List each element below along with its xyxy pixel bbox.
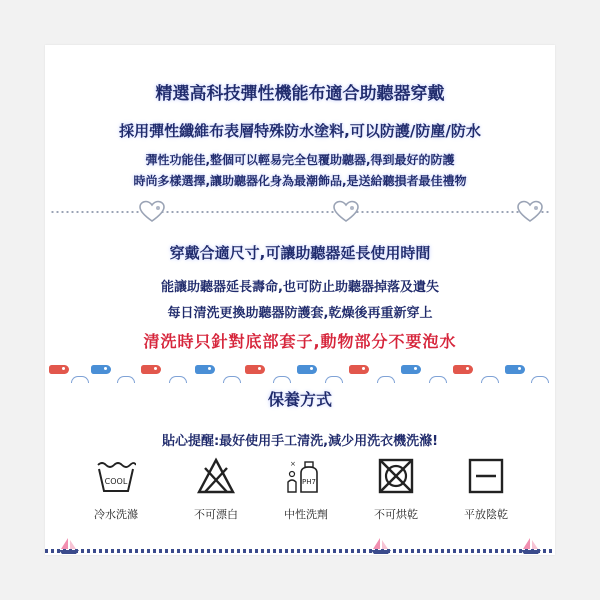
- fish-icon: [401, 365, 421, 374]
- usage-body-1: 能讓助聽器延長壽命,也可防止助聽器掉落及遺失: [161, 280, 439, 295]
- cloud-icon: [223, 376, 241, 383]
- fish-icon: [91, 365, 111, 374]
- care-title: 保養方式: [267, 390, 332, 409]
- cloud-icon: [169, 376, 187, 383]
- cloud-icon: [429, 376, 447, 383]
- cloud-icon: [117, 376, 135, 383]
- care-label: 中性洗劑: [284, 508, 328, 521]
- chain-divider: [50, 200, 550, 224]
- no-bleach-icon: [196, 456, 236, 496]
- intro-subtitle: 採用彈性纖維布表層特殊防水塗料,可以防護/防塵/防水: [119, 122, 481, 140]
- fish-icon: [453, 365, 473, 374]
- cloud-icon: [481, 376, 499, 383]
- fish-icon: [349, 365, 369, 374]
- usage-title: 穿戴合適尺寸,可讓助聽器延長使用時間: [169, 244, 431, 262]
- sailboat-icon: [520, 537, 542, 555]
- cool-wash-icon: [96, 456, 136, 496]
- intro-title: 精選高科技彈性機能布適合助聽器穿戴: [155, 84, 445, 104]
- cloud-icon: [273, 376, 291, 383]
- care-label: 不可漂白: [194, 508, 238, 521]
- neutral-detergent-icon: [286, 456, 326, 496]
- intro-body-2: 時尚多樣選擇,讓助聽器化身為最潮飾品,是送給聽損者最佳禮物: [133, 174, 467, 188]
- intro-body-1: 彈性功能佳,整個可以輕易完全包覆助聽器,得到最好的防護: [145, 153, 455, 167]
- heart-charm-icon: [516, 200, 544, 224]
- sailboat-icon: [58, 537, 80, 555]
- svg-text:×: ×: [290, 460, 296, 468]
- sailboat-icon: [370, 537, 392, 555]
- care-label: 冷水洗滌: [94, 508, 138, 521]
- bottom-border: [45, 549, 555, 553]
- care-label: 不可烘乾: [374, 508, 418, 521]
- ph7-text: PH7: [302, 478, 316, 486]
- cloud-icon: [377, 376, 395, 383]
- dry-flat-icon: [466, 456, 506, 496]
- fish-icon: [141, 365, 161, 374]
- fish-icon: [297, 365, 317, 374]
- fish-icon: [245, 365, 265, 374]
- care-tip: 貼心提醒:最好使用手工清洗,減少用洗衣機洗滌!: [161, 434, 439, 449]
- chain-dots: [50, 211, 550, 213]
- fish-icon: [195, 365, 215, 374]
- care-label: 平放陰乾: [464, 508, 508, 521]
- cloud-icon: [531, 376, 549, 383]
- fish-icon: [49, 365, 69, 374]
- cloud-icon: [325, 376, 343, 383]
- usage-warning: 清洗時只針對底部套子,動物部分不要泡水: [143, 332, 457, 351]
- fish-bunting: [45, 362, 555, 384]
- usage-body-2: 每日清洗更換助聽器防護套,乾燥後再重新穿上: [167, 306, 433, 321]
- fish-icon: [505, 365, 525, 374]
- heart-charm-icon: [332, 200, 360, 224]
- cool-wash-text: COOL: [104, 477, 128, 486]
- no-tumble-dry-icon: [376, 456, 416, 496]
- heart-charm-icon: [138, 200, 166, 224]
- cloud-icon: [71, 376, 89, 383]
